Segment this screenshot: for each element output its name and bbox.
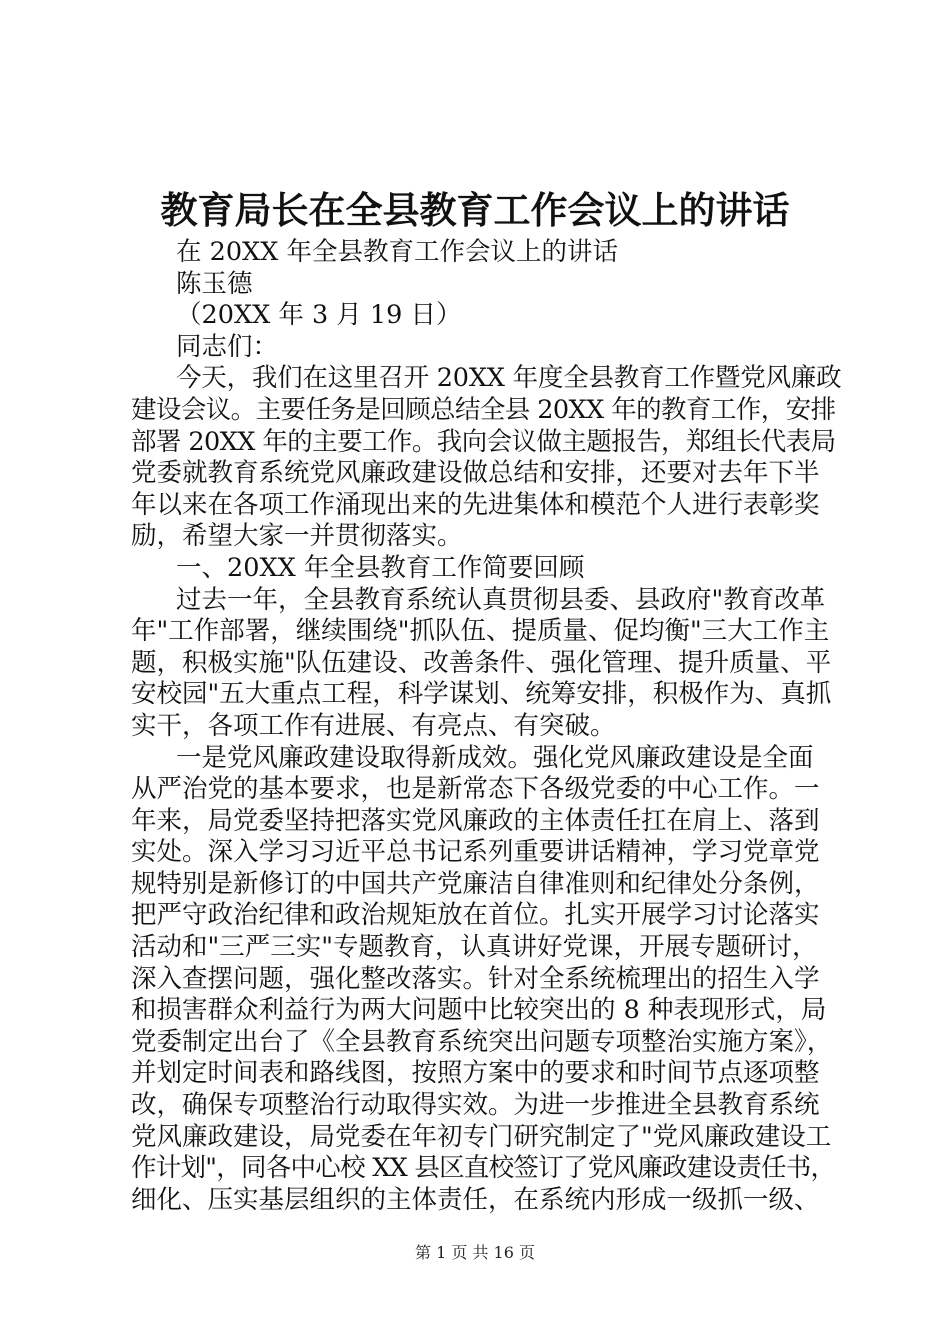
text-line: 年"工作部署，继续围绕"抓队伍、提质量、促均衡"三大工作主 bbox=[131, 616, 830, 647]
text-line: 同志们： bbox=[176, 331, 279, 362]
text-line: 活动和"三严三实"专题教育，认真讲好党课，开展专题研讨， bbox=[131, 932, 818, 963]
text-line: 年来，局党委坚持把落实党风廉政的主体责任扛在肩上、落到 bbox=[131, 805, 820, 836]
text-line: 把严守政治纪律和政治规矩放在首位。扎实开展学习讨论落实 bbox=[131, 900, 820, 931]
text-line: （20XX 年 3 月 19 日） bbox=[176, 300, 462, 331]
text-line: 在 20XX 年全县教育工作会议上的讲话 bbox=[176, 237, 618, 267]
text-line: 陈玉德 bbox=[176, 268, 253, 299]
text-line: 并划定时间表和路线图，按照方案中的要求和时间节点逐项整 bbox=[131, 1058, 820, 1089]
text-line: 党委就教育系统党风廉政建设做总结和安排，还要对去年下半 bbox=[131, 458, 820, 489]
text-line: 细化、压实基层组织的主体责任，在系统内形成一级抓一级、 bbox=[131, 1184, 820, 1215]
text-line: 改，确保专项整治行动取得实效。为进一步推进全县教育系统 bbox=[131, 1090, 820, 1121]
text-line: 党风廉政建设，局党委在年初专门研究制定了"党风廉政建设工 bbox=[131, 1121, 832, 1152]
text-line: 部署 20XX 年的主要工作。我向会议做主题报告，郑组长代表局 bbox=[131, 426, 836, 457]
text-line: 题，积极实施"队伍建设、改善条件、强化管理、提升质量、平 bbox=[131, 647, 832, 678]
text-line: 实处。深入学习习近平总书记系列重要讲话精神，学习党章党 bbox=[131, 837, 820, 868]
text-line: 年以来在各项工作涌现出来的先进集体和模范个人进行表彰奖 bbox=[131, 489, 820, 520]
text-line: 深入查摆问题，强化整改落实。针对全系统梳理出的招生入学 bbox=[131, 963, 820, 994]
text-line: 今天，我们在这里召开 20XX 年度全县教育工作暨党风廉政 bbox=[176, 363, 842, 394]
page-footer: 第 1 页 共 16 页 bbox=[415, 1243, 535, 1262]
text-line: 从严治党的基本要求，也是新常态下各级党委的中心工作。一 bbox=[131, 774, 820, 805]
text-line: 建设会议。主要任务是回顾总结全县 20XX 年的教育工作，安排 bbox=[131, 394, 836, 425]
text-line: 和损害群众利益行为两大问题中比较突出的 8 种表现形式，局 bbox=[131, 995, 827, 1026]
text-line: 实干，各项工作有进展、有亮点、有突破。 bbox=[131, 710, 616, 741]
text-line: 党委制定出台了《全县教育系统突出问题专项整治实施方案》， bbox=[131, 1026, 833, 1057]
text-line: 励，希望大家一并贯彻落实。 bbox=[131, 521, 463, 552]
text-line: 安校园"五大重点工程，科学谋划、统筹安排，积极作为、真抓 bbox=[131, 679, 832, 710]
text-line: 一、20XX 年全县教育工作简要回顾 bbox=[176, 552, 585, 583]
text-line: 过去一年，全县教育系统认真贯彻县委、县政府"教育改革 bbox=[176, 584, 826, 615]
text-line: 一是党风廉政建设取得新成效。强化党风廉政建设是全面 bbox=[176, 742, 814, 773]
document-title: 教育局长在全县教育工作会议上的讲话 bbox=[160, 188, 790, 232]
document-body bbox=[131, 237, 841, 1216]
text-line: 作计划"，同各中心校 XX 县区直校签订了党风廉政建设责任书， bbox=[131, 1153, 836, 1184]
text-line: 规特别是新修订的中国共产党廉洁自律准则和纪律处分条例， bbox=[131, 868, 820, 899]
